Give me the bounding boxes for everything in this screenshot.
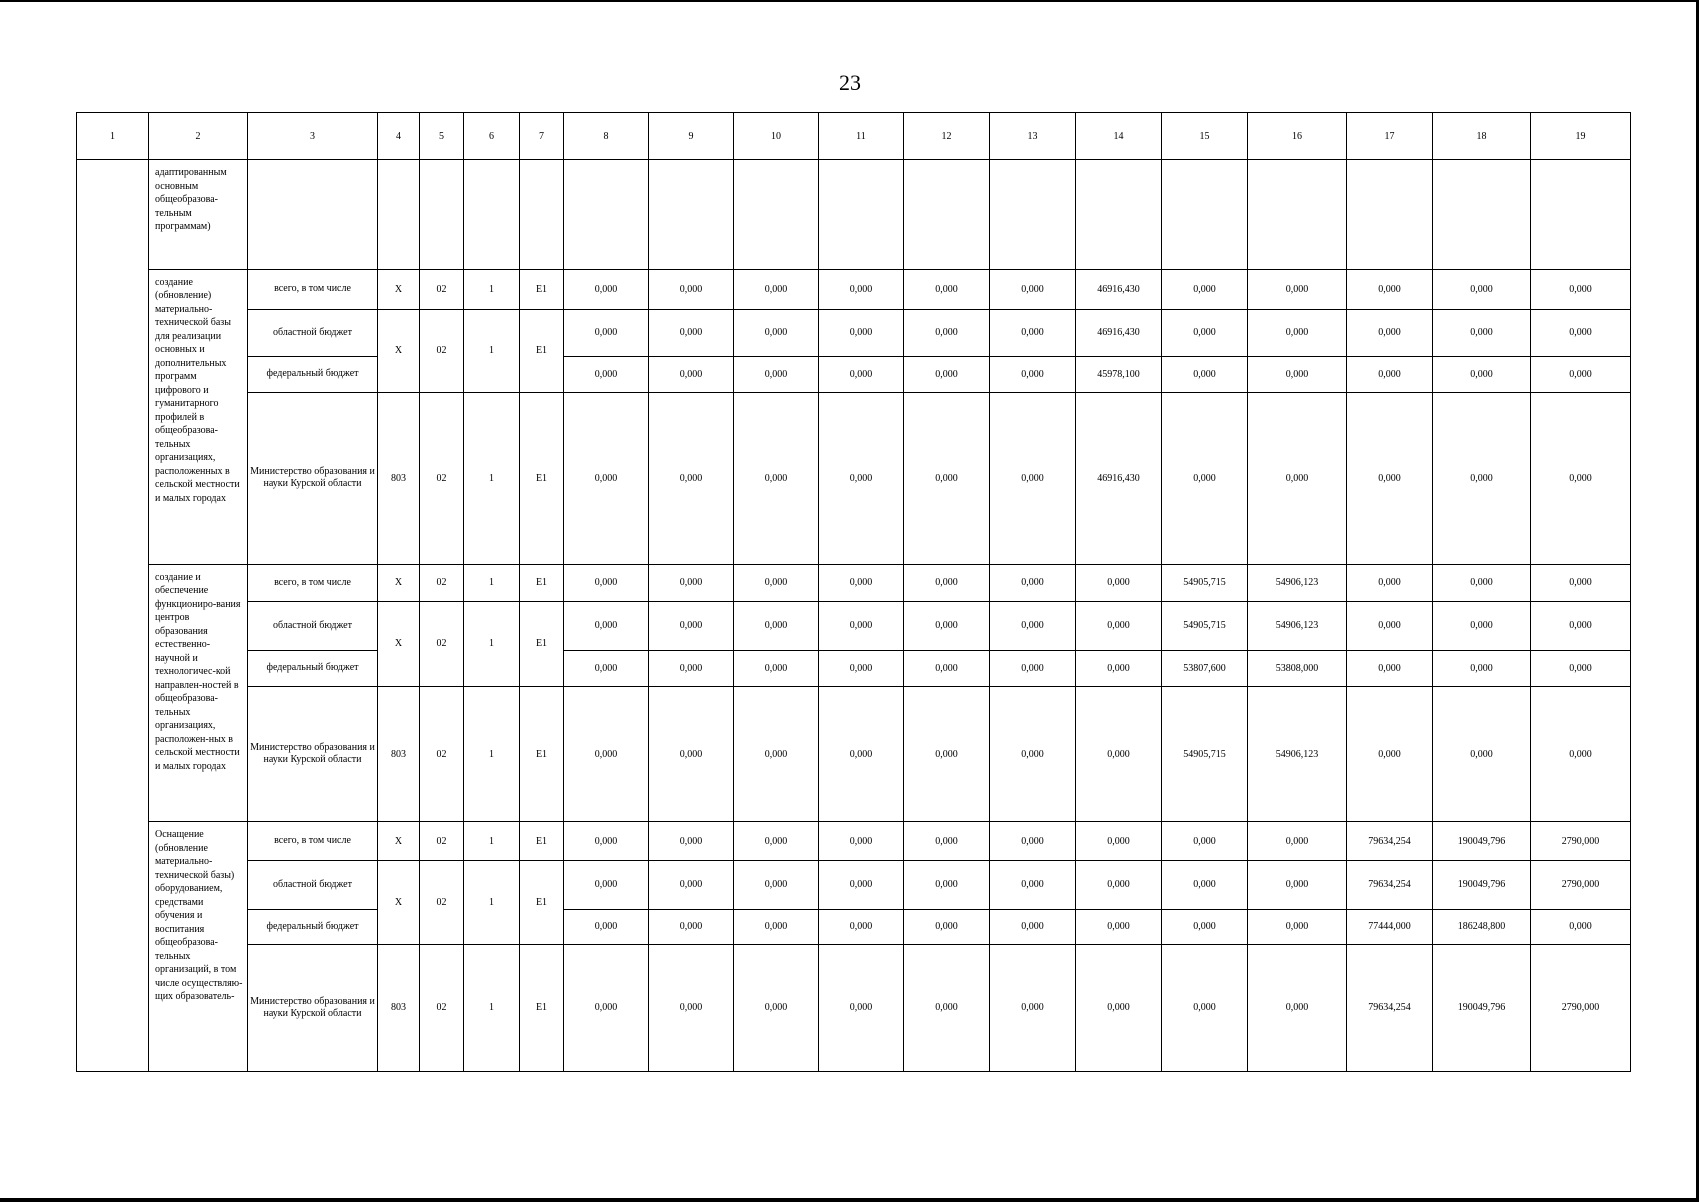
amount-cell: 0,000 [1347, 392, 1433, 564]
funding-source: всего, в том числе [248, 822, 378, 860]
amount-cell: 0,000 [990, 564, 1076, 601]
amount-cell: 0,000 [1531, 602, 1631, 651]
code-c4: X [378, 822, 420, 860]
column-number: 4 [378, 113, 420, 160]
amount-cell: 0,000 [1162, 356, 1248, 392]
amount-cell: 0,000 [1347, 602, 1433, 651]
column-number: 6 [464, 113, 520, 160]
amount-cell: 0,000 [819, 269, 904, 309]
code-c6: 1 [464, 602, 520, 687]
table-row [77, 944, 1631, 1071]
code-c4: X [378, 269, 420, 309]
amount-cell: 0,000 [1248, 822, 1347, 860]
amount-cell: 0,000 [734, 602, 819, 651]
amount-cell: 0,000 [564, 910, 649, 944]
code-c6: 1 [464, 269, 520, 309]
code-c5: 02 [420, 860, 464, 944]
amount-cell: 0,000 [990, 269, 1076, 309]
amount-cell: 190049,796 [1433, 944, 1531, 1071]
amount-cell: 0,000 [1162, 310, 1248, 356]
column-number: 9 [649, 113, 734, 160]
amount-cell: 0,000 [1076, 650, 1162, 686]
code-c7: E1 [520, 944, 564, 1071]
amount-cell: 0,000 [1531, 564, 1631, 601]
amount-cell: 0,000 [734, 269, 819, 309]
amount-cell: 0,000 [1347, 686, 1433, 821]
amount-cell: 0,000 [904, 392, 990, 564]
table-body [77, 113, 1631, 1072]
amount-cell: 0,000 [649, 686, 734, 821]
code-c6: 1 [464, 310, 520, 393]
amount-cell: 0,000 [904, 860, 990, 910]
amount-cell: 53808,000 [1248, 650, 1347, 686]
funding-source: всего, в том числе [248, 269, 378, 309]
amount-cell: 79634,254 [1347, 860, 1433, 910]
amount-cell: 0,000 [904, 944, 990, 1071]
amount-cell: 0,000 [1531, 310, 1631, 356]
amount-cell: 54905,715 [1162, 686, 1248, 821]
amount-cell: 79634,254 [1347, 822, 1433, 860]
amount-cell: 2790,000 [1531, 822, 1631, 860]
amount-cell: 0,000 [649, 910, 734, 944]
amount-cell: 0,000 [734, 564, 819, 601]
code-c6: 1 [464, 686, 520, 821]
column-number: 8 [564, 113, 649, 160]
funding-source: всего, в том числе [248, 564, 378, 601]
amount-cell: 0,000 [819, 944, 904, 1071]
funding-source: федеральный бюджет [248, 356, 378, 392]
amount-cell: 0,000 [734, 860, 819, 910]
amount-cell: 0,000 [819, 356, 904, 392]
amount-cell: 0,000 [564, 686, 649, 821]
empty-cell [378, 160, 420, 269]
amount-cell: 0,000 [564, 564, 649, 601]
amount-cell: 0,000 [904, 602, 990, 651]
column-number: 17 [1347, 113, 1433, 160]
code-c7: E1 [520, 602, 564, 687]
empty-cell [1248, 160, 1347, 269]
amount-cell: 0,000 [904, 650, 990, 686]
column-number: 14 [1076, 113, 1162, 160]
table-row [77, 860, 1631, 910]
column-number: 7 [520, 113, 564, 160]
amount-cell: 0,000 [990, 860, 1076, 910]
amount-cell: 0,000 [649, 650, 734, 686]
amount-cell: 0,000 [1433, 392, 1531, 564]
amount-cell: 2790,000 [1531, 860, 1631, 910]
amount-cell: 0,000 [649, 356, 734, 392]
funding-source: областной бюджет [248, 310, 378, 356]
budget-table [76, 112, 1631, 1072]
amount-cell: 0,000 [1248, 910, 1347, 944]
empty-cell [248, 160, 378, 269]
amount-cell: 54906,123 [1248, 602, 1347, 651]
amount-cell: 0,000 [1162, 910, 1248, 944]
continuation-description: адаптированным основным общеобразова-тельным программам) [149, 160, 248, 269]
amount-cell: 0,000 [819, 564, 904, 601]
amount-cell: 0,000 [1248, 356, 1347, 392]
code-c7: E1 [520, 686, 564, 821]
funding-source: областной бюджет [248, 602, 378, 651]
code-c6: 1 [464, 564, 520, 601]
code-c6: 1 [464, 822, 520, 860]
amount-cell: 0,000 [1347, 356, 1433, 392]
amount-cell: 0,000 [1248, 944, 1347, 1071]
code-c4: 803 [378, 686, 420, 821]
column-number: 12 [904, 113, 990, 160]
table-row [77, 910, 1631, 944]
amount-cell: 77444,000 [1347, 910, 1433, 944]
empty-cell [1347, 160, 1433, 269]
amount-cell: 0,000 [1433, 269, 1531, 309]
amount-cell: 0,000 [990, 356, 1076, 392]
column-1-cell [77, 160, 149, 1072]
amount-cell: 0,000 [1347, 564, 1433, 601]
amount-cell: 0,000 [1248, 310, 1347, 356]
code-c5: 02 [420, 944, 464, 1071]
amount-cell: 0,000 [649, 310, 734, 356]
amount-cell: 46916,430 [1076, 310, 1162, 356]
amount-cell: 0,000 [734, 650, 819, 686]
amount-cell: 0,000 [990, 822, 1076, 860]
table-row [77, 269, 1631, 309]
amount-cell: 46916,430 [1076, 269, 1162, 309]
funding-source: федеральный бюджет [248, 650, 378, 686]
code-c4: 803 [378, 944, 420, 1071]
amount-cell: 0,000 [1433, 602, 1531, 651]
table-row [77, 564, 1631, 601]
amount-cell: 0,000 [1076, 944, 1162, 1071]
amount-cell: 0,000 [734, 944, 819, 1071]
column-number: 16 [1248, 113, 1347, 160]
amount-cell: 0,000 [904, 564, 990, 601]
amount-cell: 0,000 [1531, 910, 1631, 944]
empty-cell [520, 160, 564, 269]
column-number: 10 [734, 113, 819, 160]
funding-source: областной бюджет [248, 860, 378, 910]
amount-cell: 0,000 [1433, 686, 1531, 821]
code-c7: E1 [520, 860, 564, 944]
amount-cell: 0,000 [1162, 269, 1248, 309]
column-number: 5 [420, 113, 464, 160]
amount-cell: 0,000 [734, 910, 819, 944]
table-row [77, 310, 1631, 356]
empty-cell [649, 160, 734, 269]
amount-cell: 0,000 [904, 822, 990, 860]
code-c7: E1 [520, 392, 564, 564]
amount-cell: 54905,715 [1162, 602, 1248, 651]
amount-cell: 0,000 [649, 822, 734, 860]
amount-cell: 0,000 [904, 910, 990, 944]
code-c5: 02 [420, 564, 464, 601]
amount-cell: 54905,715 [1162, 564, 1248, 601]
empty-cell [1076, 160, 1162, 269]
code-c4: X [378, 564, 420, 601]
amount-cell: 0,000 [649, 602, 734, 651]
amount-cell: 0,000 [1433, 650, 1531, 686]
amount-cell: 0,000 [990, 602, 1076, 651]
code-c4: X [378, 860, 420, 944]
code-c6: 1 [464, 392, 520, 564]
amount-cell: 0,000 [734, 686, 819, 821]
amount-cell: 0,000 [564, 356, 649, 392]
table-row [77, 686, 1631, 821]
amount-cell: 0,000 [990, 686, 1076, 821]
empty-cell [734, 160, 819, 269]
amount-cell: 0,000 [1076, 860, 1162, 910]
amount-cell: 45978,100 [1076, 356, 1162, 392]
amount-cell: 0,000 [564, 944, 649, 1071]
amount-cell: 0,000 [1248, 269, 1347, 309]
amount-cell: 0,000 [1531, 392, 1631, 564]
amount-cell: 0,000 [1433, 356, 1531, 392]
amount-cell: 0,000 [564, 860, 649, 910]
amount-cell: 0,000 [904, 686, 990, 821]
amount-cell: 0,000 [819, 602, 904, 651]
empty-cell [819, 160, 904, 269]
amount-cell: 79634,254 [1347, 944, 1433, 1071]
amount-cell: 0,000 [1248, 860, 1347, 910]
column-number-row [77, 113, 1631, 160]
empty-cell [564, 160, 649, 269]
amount-cell: 0,000 [564, 392, 649, 564]
table-row [77, 602, 1631, 651]
amount-cell: 0,000 [990, 650, 1076, 686]
empty-cell [1433, 160, 1531, 269]
amount-cell: 0,000 [734, 310, 819, 356]
amount-cell: 0,000 [990, 944, 1076, 1071]
amount-cell: 0,000 [1347, 310, 1433, 356]
amount-cell: 0,000 [1162, 822, 1248, 860]
amount-cell: 0,000 [819, 310, 904, 356]
amount-cell: 0,000 [649, 269, 734, 309]
amount-cell: 0,000 [1531, 356, 1631, 392]
amount-cell: 0,000 [990, 310, 1076, 356]
amount-cell: 0,000 [1162, 392, 1248, 564]
code-c5: 02 [420, 822, 464, 860]
amount-cell: 0,000 [904, 269, 990, 309]
funding-source: Министерство образования и науки Курской области [248, 392, 378, 564]
code-c4: X [378, 602, 420, 687]
amount-cell: 0,000 [1076, 602, 1162, 651]
code-c4: X [378, 310, 420, 393]
column-number: 15 [1162, 113, 1248, 160]
amount-cell: 0,000 [819, 860, 904, 910]
code-c5: 02 [420, 686, 464, 821]
amount-cell: 0,000 [564, 269, 649, 309]
amount-cell: 0,000 [1076, 822, 1162, 860]
code-c7: E1 [520, 269, 564, 309]
amount-cell: 0,000 [649, 564, 734, 601]
amount-cell: 0,000 [819, 910, 904, 944]
amount-cell: 0,000 [1531, 650, 1631, 686]
amount-cell: 0,000 [990, 392, 1076, 564]
amount-cell: 0,000 [1162, 944, 1248, 1071]
amount-cell: 0,000 [904, 356, 990, 392]
amount-cell: 0,000 [564, 310, 649, 356]
amount-cell: 0,000 [649, 860, 734, 910]
amount-cell: 0,000 [1076, 564, 1162, 601]
activity-description: создание и обеспечение функциониро-вания центров образования естественно-научной и технологичес-кой направлен-ностей в общеобразова-тельных организациях, расположен-ных в сельской местности и малых городах [149, 564, 248, 822]
amount-cell: 46916,430 [1076, 392, 1162, 564]
empty-cell [464, 160, 520, 269]
funding-source: федеральный бюджет [248, 910, 378, 944]
amount-cell: 0,000 [564, 650, 649, 686]
code-c5: 02 [420, 269, 464, 309]
amount-cell: 0,000 [734, 822, 819, 860]
empty-cell [904, 160, 990, 269]
empty-cell [1531, 160, 1631, 269]
amount-cell: 2790,000 [1531, 944, 1631, 1071]
amount-cell: 0,000 [990, 910, 1076, 944]
amount-cell: 0,000 [564, 822, 649, 860]
column-number: 3 [248, 113, 378, 160]
amount-cell: 0,000 [904, 310, 990, 356]
table-row [77, 392, 1631, 564]
amount-cell: 0,000 [564, 602, 649, 651]
column-number: 2 [149, 113, 248, 160]
amount-cell: 0,000 [819, 650, 904, 686]
code-c6: 1 [464, 860, 520, 944]
table-row [77, 356, 1631, 392]
amount-cell: 0,000 [1433, 564, 1531, 601]
activity-description: Оснащение (обновление материально-технической базы) оборудованием, средствами обучения и воспитания общеобразова-тельных организаций, в том числе осуществляю-щих образователь- [149, 822, 248, 1072]
code-c5: 02 [420, 310, 464, 393]
empty-cell [990, 160, 1076, 269]
amount-cell: 0,000 [734, 356, 819, 392]
code-c4: 803 [378, 392, 420, 564]
amount-cell: 0,000 [1531, 686, 1631, 821]
amount-cell: 0,000 [1347, 650, 1433, 686]
amount-cell: 54906,123 [1248, 686, 1347, 821]
amount-cell: 0,000 [1162, 860, 1248, 910]
amount-cell: 0,000 [819, 822, 904, 860]
column-number: 11 [819, 113, 904, 160]
amount-cell: 0,000 [819, 686, 904, 821]
empty-cell [1162, 160, 1248, 269]
amount-cell: 0,000 [819, 392, 904, 564]
code-c7: E1 [520, 310, 564, 393]
amount-cell: 0,000 [649, 944, 734, 1071]
code-c7: E1 [520, 822, 564, 860]
column-number: 18 [1433, 113, 1531, 160]
amount-cell: 0,000 [1248, 392, 1347, 564]
amount-cell: 0,000 [649, 392, 734, 564]
code-c7: E1 [520, 564, 564, 601]
code-c5: 02 [420, 602, 464, 687]
continuation-row [77, 160, 1631, 269]
amount-cell: 186248,800 [1433, 910, 1531, 944]
amount-cell: 0,000 [1347, 269, 1433, 309]
column-number: 13 [990, 113, 1076, 160]
amount-cell: 0,000 [1076, 686, 1162, 821]
amount-cell: 0,000 [1433, 310, 1531, 356]
column-number: 19 [1531, 113, 1631, 160]
amount-cell: 53807,600 [1162, 650, 1248, 686]
funding-source: Министерство образования и науки Курской области [248, 686, 378, 821]
amount-cell: 0,000 [734, 392, 819, 564]
empty-cell [420, 160, 464, 269]
amount-cell: 54906,123 [1248, 564, 1347, 601]
code-c6: 1 [464, 944, 520, 1071]
page-number: 23 [839, 70, 861, 95]
table-row [77, 650, 1631, 686]
table-row [77, 822, 1631, 860]
amount-cell: 190049,796 [1433, 860, 1531, 910]
funding-source: Министерство образования и науки Курской области [248, 944, 378, 1071]
amount-cell: 0,000 [1531, 269, 1631, 309]
amount-cell: 0,000 [1076, 910, 1162, 944]
column-number: 1 [77, 113, 149, 160]
amount-cell: 190049,796 [1433, 822, 1531, 860]
activity-description: создание (обновление) материально-технической базы для реализации основных и дополнительных программ цифрового и гуманитарного профилей в общеобразова-тельных организациях, расположенных в сельской местности и малых городах [149, 269, 248, 564]
code-c5: 02 [420, 392, 464, 564]
